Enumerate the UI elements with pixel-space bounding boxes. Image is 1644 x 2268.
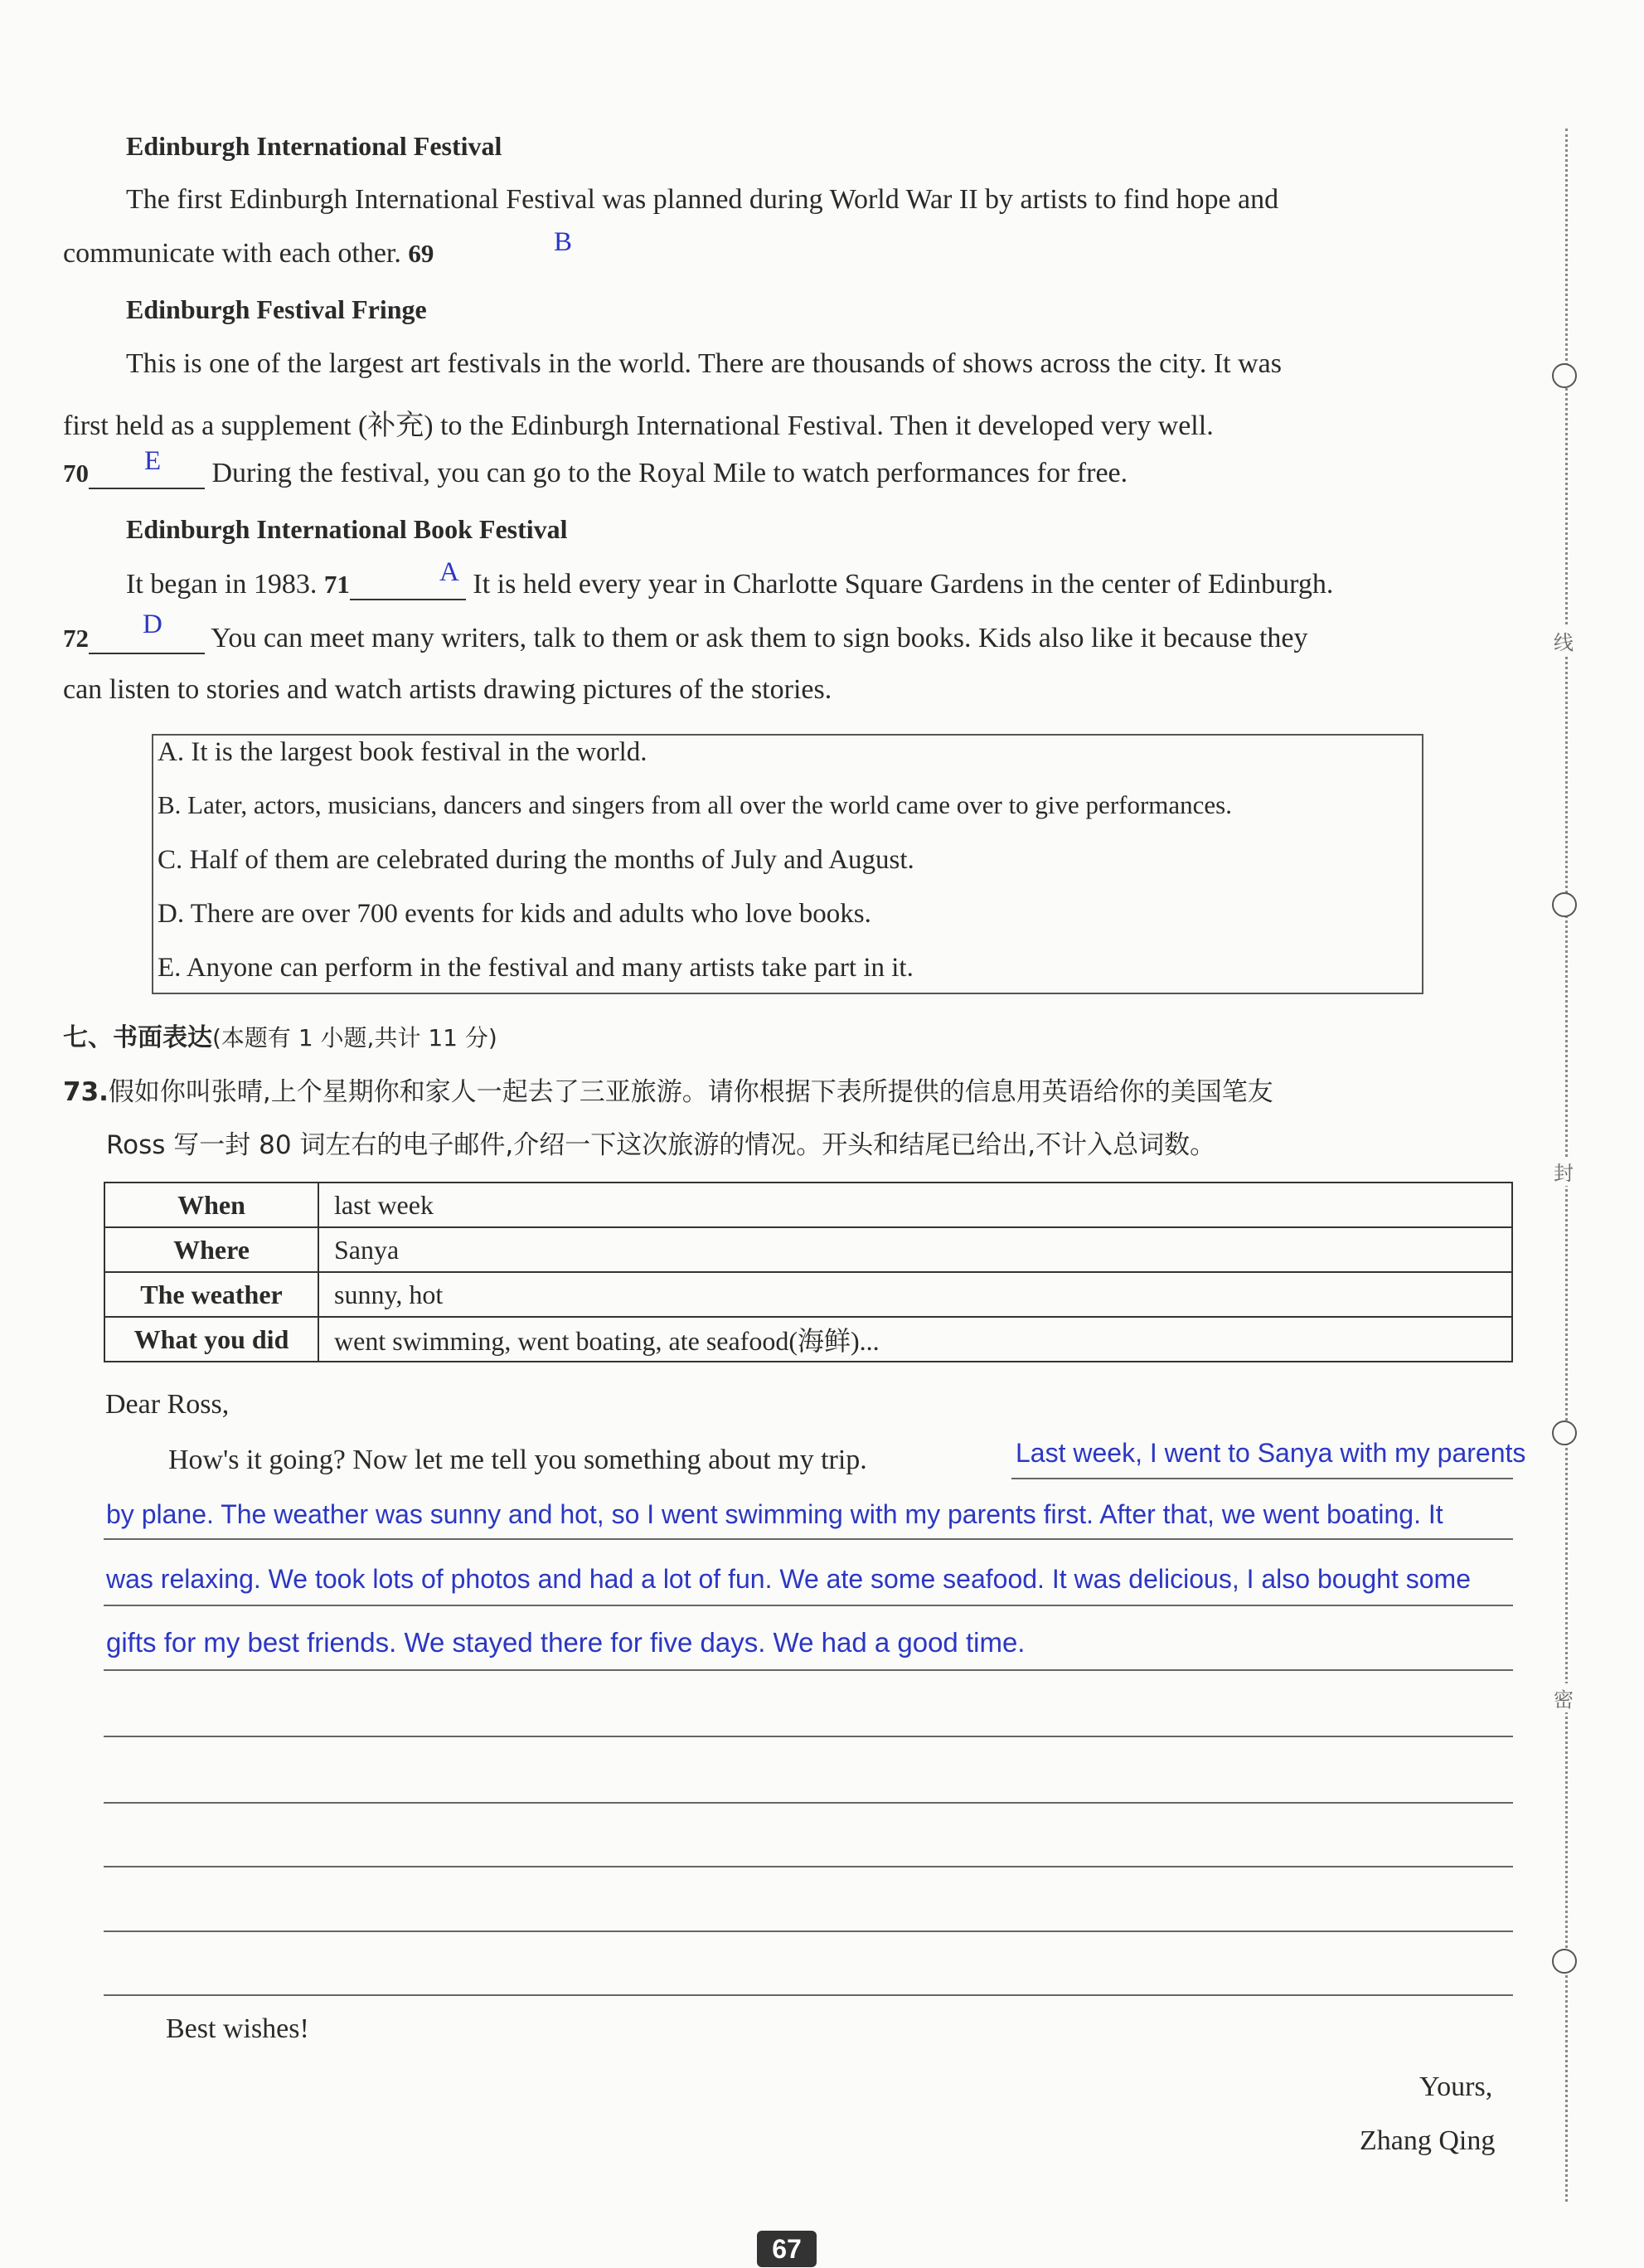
handwritten-line-3: was relaxing. We took lots of photos and had a lot of fun. We ate some seafood. It was delicious, I also bought some	[106, 1564, 1471, 1594]
handwritten-line-4: gifts for my best friends. We stayed there for five days. We had a good time.	[106, 1627, 1026, 1658]
festival2-line3	[63, 454, 1128, 489]
q69-number: 69	[408, 239, 434, 268]
festival2-line2: first held as a supplement (补充) to the Edinburgh International Festival. Then it developed very well.	[63, 410, 1214, 441]
writing-line	[1011, 1478, 1513, 1479]
table-row	[104, 1227, 1512, 1272]
binding-hole	[1552, 363, 1577, 388]
letter-greeting: Dear Ross,	[105, 1389, 230, 1420]
q70-number: 70	[63, 459, 89, 488]
festival3-line1	[126, 566, 1333, 600]
options-box	[152, 734, 1423, 994]
option-a: A. It is the largest book festival in the world.	[158, 737, 647, 767]
q72-number: 72	[63, 624, 89, 653]
margin-mark-xian: 线	[1554, 626, 1574, 655]
q71-number: 71	[323, 570, 350, 599]
option-b: B. Later, actors, musicians, dancers and singers from all over the world came over to give performances.	[158, 790, 1232, 819]
page-number: 67	[757, 2231, 817, 2267]
q70-answer: E	[144, 446, 162, 476]
festival3-line3: can listen to stories and watch artists drawing pictures of the stories.	[63, 674, 832, 705]
writing-line	[104, 1669, 1513, 1671]
writing-line	[104, 1538, 1513, 1540]
option-c: C. Half of them are celebrated during the months of July and August.	[158, 845, 914, 875]
letter-signature: Zhang Qing	[1360, 2125, 1496, 2156]
table-value: last week	[318, 1183, 1512, 1227]
option-e: E. Anyone can perform in the festival and many artists take part in it.	[158, 953, 914, 983]
table-key: What you did	[104, 1317, 318, 1362]
q69-answer: B	[554, 227, 573, 257]
festival3-line1-post: It is held every year in Charlotte Square Gardens in the center of Edinburgh.	[473, 569, 1334, 600]
q73-prompt-line2: Ross 写一封 80 词左右的电子邮件,介绍一下这次旅游的情况。开头和结尾已给出,不计入总词数。	[106, 1130, 1216, 1160]
table-row	[104, 1272, 1512, 1317]
heading-book-festival: Edinburgh International Book Festival	[126, 514, 568, 544]
writing-line	[104, 1866, 1513, 1867]
binding-hole	[1552, 892, 1577, 917]
q72-answer: D	[143, 609, 162, 639]
festival3-line2	[63, 619, 1308, 654]
table-row	[104, 1183, 1512, 1227]
section-7-title	[63, 1017, 497, 1053]
table-key: When	[104, 1183, 318, 1227]
handwritten-line-2: by plane. The weather was sunny and hot, so I went swimming with my parents first. After that, we went boating. It	[106, 1499, 1443, 1529]
binding-hole	[1552, 1421, 1577, 1445]
q71-answer: A	[439, 557, 459, 587]
festival3-line1-pre: It began in 1983.	[126, 569, 318, 600]
letter-closing: Best wishes!	[166, 2013, 309, 2044]
binding-hole	[1552, 1949, 1577, 1974]
festival1-line1: The first Edinburgh International Festival was planned during World War II by artists to find hope and	[126, 184, 1279, 215]
heading-festival-fringe: Edinburgh Festival Fringe	[126, 294, 427, 324]
writing-line	[104, 1605, 1513, 1606]
festival3-line2-text: You can meet many writers, talk to them or ask them to sign books. Kids also like it because they	[211, 623, 1308, 653]
table-value: sunny, hot	[318, 1272, 1512, 1317]
writing-line	[104, 1736, 1513, 1737]
table-key: Where	[104, 1227, 318, 1272]
q73-prompt-line1	[63, 1071, 1273, 1108]
writing-line	[104, 1930, 1513, 1932]
section-note: (本题有 1 小题,共计 11 分)	[212, 1024, 497, 1051]
table-row	[104, 1317, 1512, 1362]
festival2-line3-text: During the festival, you can go to the Royal Mile to watch performances for free.	[211, 458, 1128, 488]
margin-mark-mi: 密	[1554, 1683, 1574, 1712]
festival1-line2-text: communicate with each other.	[63, 238, 401, 269]
festival2-line1: This is one of the largest art festivals in the world. There are thousands of shows across the city. It was	[126, 348, 1282, 379]
info-table	[104, 1182, 1513, 1362]
letter-sign-off: Yours,	[1419, 2071, 1493, 2102]
table-value: went swimming, went boating, ate seafood(海鲜)...	[318, 1317, 1512, 1362]
writing-line	[104, 1994, 1513, 1996]
q73-prompt-text1: 假如你叫张晴,上个星期你和家人一起去了三亚旅游。请你根据下表所提供的信息用英语给你的美国笔友	[108, 1077, 1273, 1107]
section-title-text: 七、书面表达	[63, 1023, 212, 1052]
option-d: D. There are over 700 events for kids and adults who love books.	[158, 899, 871, 929]
table-value: Sanya	[318, 1227, 1512, 1272]
letter-opening: How's it going? Now let me tell you something about my trip.	[168, 1445, 867, 1475]
festival1-line2	[63, 238, 434, 270]
q73-number: 73.	[63, 1077, 109, 1107]
heading-international-festival: Edinburgh International Festival	[126, 131, 502, 161]
handwritten-line-1: Last week, I went to Sanya with my parents	[1016, 1438, 1526, 1468]
table-key: The weather	[104, 1272, 318, 1317]
writing-line	[104, 1802, 1513, 1804]
margin-mark-feng: 封	[1554, 1157, 1574, 1186]
